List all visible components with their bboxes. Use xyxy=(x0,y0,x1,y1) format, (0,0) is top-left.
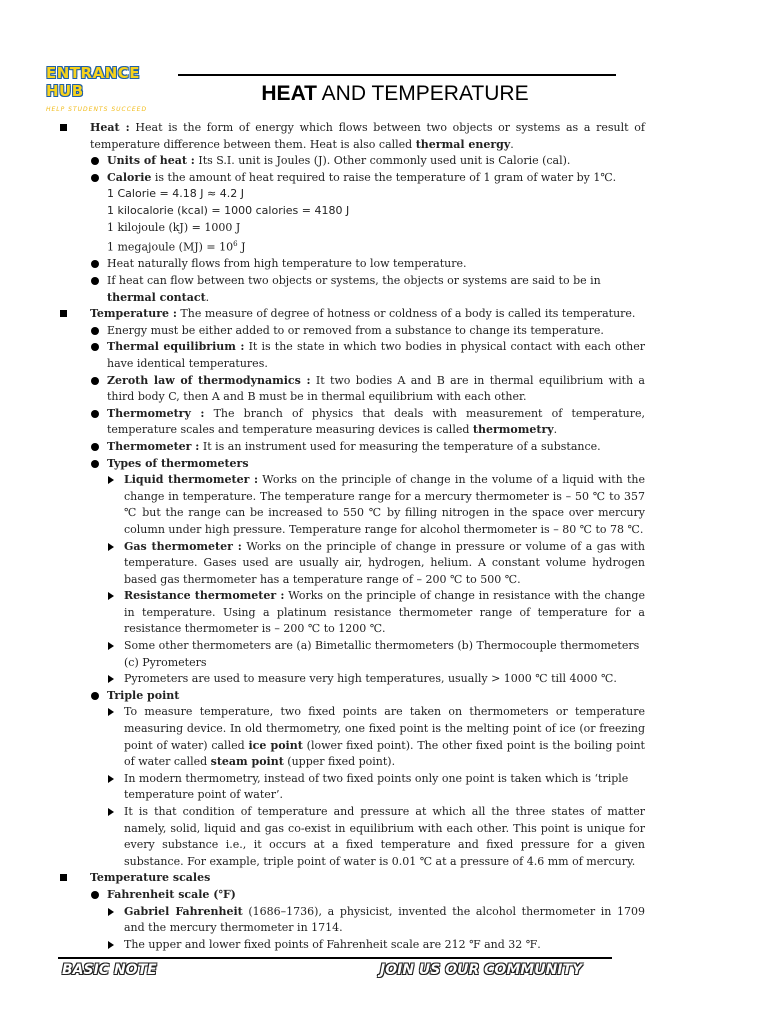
liquid-term: Liquid thermometer : xyxy=(124,473,259,487)
equation-line: 1 Calorie = 4.18 J ≈ 4.2 J xyxy=(107,187,244,201)
heat-definition: Heat is the form of energy which flows between two objects or systems as a result of temperature difference between them. Heat is also called xyxy=(90,121,645,151)
ice-point-strong: ice point xyxy=(248,738,303,752)
gas-term: Gas thermometer : xyxy=(124,539,242,553)
brand-logo xyxy=(46,64,176,113)
scales-heading: Temperature scales xyxy=(90,871,211,885)
flow-text: Heat naturally flows from high temperature to low temperature. xyxy=(107,257,467,271)
round-bullet-icon xyxy=(91,277,99,285)
logo-tagline: HELP STUDENTS SUCCEED xyxy=(46,106,148,113)
triple1-text-b: (lower fixed point). The other fixed point is the boiling point of water called xyxy=(124,738,645,769)
equation-line: 1 kilojoule (kJ) = 1000 J xyxy=(107,220,241,234)
sub-list-item xyxy=(60,804,645,870)
equilibrium-term: Thermal equilibrium : xyxy=(107,340,245,354)
triangle-bullet-icon xyxy=(108,808,114,816)
pyrometers-text: Pyrometers are used to measure very high temperatures, usually > 1000 ℃ till 4000 ℃. xyxy=(124,672,617,686)
zeroth-term: Zeroth law of thermodynamics : xyxy=(107,373,311,387)
list-item xyxy=(60,153,645,170)
eq4-end: J xyxy=(237,240,246,254)
sub-list-item xyxy=(60,704,645,770)
liquid-text: Works on the principle of change in the volume of a liquid with the change in temperature. The temperature range for a mercury thermometer is – 50 ℃ to 357 ℃ but the range can be increased to 550 ℃ by filling nitrogen in the space over mercury column under high pressure. Temperature range for alcohol thermometer is – 80 ℃ to 78 ℃. xyxy=(124,473,645,536)
triangle-bullet-icon xyxy=(108,708,114,716)
round-bullet-icon xyxy=(91,174,99,182)
list-item xyxy=(60,339,645,372)
units-text: Its S.I. unit is Joules (J). Other commonly used unit is Calorie (cal). xyxy=(194,154,571,168)
sub-list-item xyxy=(60,472,645,538)
sub-list-item xyxy=(60,771,645,804)
triangle-bullet-icon xyxy=(108,543,114,551)
sub-list-item xyxy=(60,638,645,671)
document-body xyxy=(60,120,645,953)
round-bullet-icon xyxy=(91,460,99,468)
triangle-bullet-icon xyxy=(108,675,114,683)
list-item xyxy=(60,688,645,705)
heat-end: . xyxy=(510,137,514,151)
sub-list-item xyxy=(60,937,645,954)
footer-rule xyxy=(58,957,612,959)
triple2-text: In modern thermometry, instead of two fixed points only one point is taken which is ‘triple temperature point of water’. xyxy=(124,771,629,802)
square-bullet-icon xyxy=(60,874,67,881)
triangle-bullet-icon xyxy=(108,592,114,600)
resistance-term: Resistance thermometer : xyxy=(124,589,285,603)
round-bullet-icon xyxy=(91,377,99,385)
list-item xyxy=(60,273,645,306)
equation-line: 1 kilocalorie (kcal) = 1000 calories = 4180 J xyxy=(107,203,350,217)
heat-strong: thermal energy xyxy=(415,137,511,151)
equation-line xyxy=(60,236,645,256)
gabriel-text: (1686–1736), a physicist, invented the alcohol thermometer in 1709 and the mercury thermometer in 1714. xyxy=(124,904,645,935)
sub-list-item xyxy=(60,588,645,638)
page-title xyxy=(160,82,630,106)
zeroth-text: It two bodies A and B are in thermal equilibrium with a third body C, then A and B must be in thermal equilibrium with each other. xyxy=(107,373,645,404)
sub-list-item xyxy=(60,539,645,589)
list-item xyxy=(60,170,645,187)
triple3-text: It is that condition of temperature and pressure at which all the three states of matter namely, solid, liquid and gas co-exist in equilibrium with each other. This point is unique for every substance i.e., it occurs at a fixed temperature and fixed pressure for a given substance. For example, triple point of water is 0.01 ℃ at a pressure of 4.6 mm of mercury. xyxy=(124,805,645,868)
eq4-sup: 6 xyxy=(233,240,238,249)
units-term: Units of heat : xyxy=(107,154,195,168)
list-item xyxy=(60,406,645,439)
footer-basic-note: BASIC NOTE xyxy=(62,962,157,978)
triple-heading: Triple point xyxy=(107,688,180,702)
thermometry-end: . xyxy=(553,423,558,437)
list-item xyxy=(60,887,645,904)
round-bullet-icon xyxy=(91,410,99,418)
round-bullet-icon xyxy=(91,692,99,700)
round-bullet-icon xyxy=(91,157,99,165)
calorie-text: is the amount of heat required to raise the temperature of 1 gram of water by 1℃. xyxy=(151,170,617,184)
steam-point-strong: steam point xyxy=(210,755,284,769)
page-title-bold: HEAT xyxy=(261,82,317,105)
section-scales xyxy=(60,870,645,887)
list-item xyxy=(60,323,645,340)
round-bullet-icon xyxy=(91,343,99,351)
energy-text: Energy must be either added to or removed from a substance to change its temperature. xyxy=(107,323,604,337)
square-bullet-icon xyxy=(60,310,67,317)
list-item xyxy=(60,439,645,456)
round-bullet-icon xyxy=(91,443,99,451)
triangle-bullet-icon xyxy=(108,642,114,650)
gabriel-term: Gabriel Fahrenheit xyxy=(124,904,243,918)
types-heading: Types of thermometers xyxy=(107,456,249,470)
thermometer-term: Thermometer : xyxy=(107,439,200,453)
triple1-text-c: (upper fixed point). xyxy=(283,755,396,769)
triangle-bullet-icon xyxy=(108,775,114,783)
list-item xyxy=(60,256,645,273)
contact-strong: thermal contact xyxy=(107,290,206,304)
equilibrium-text: It is the state in which two bodies in physical contact with each other have identical temperatures. xyxy=(107,340,645,370)
other-thermometers: Some other thermometers are (a) Bimetallic thermometers (b) Thermocouple thermometers (c) Pyrometers xyxy=(124,639,640,669)
calorie-term: Calorie xyxy=(107,170,152,184)
page-title-rest: AND TEMPERATURE xyxy=(317,82,529,105)
list-item xyxy=(60,456,645,473)
contact-text: If heat can flow between two objects or systems, the objects or systems are said to be in xyxy=(107,274,601,287)
triangle-bullet-icon xyxy=(108,476,114,484)
list-item xyxy=(60,373,645,406)
thermometry-strong: thermometry xyxy=(472,423,554,437)
temperature-definition: The measure of degree of hotness or coldness of a body is called its temperature. xyxy=(176,307,636,321)
temperature-term: Temperature : xyxy=(90,307,177,321)
heat-term: Heat : xyxy=(90,121,130,134)
logo-text: ENTRANCE HUB xyxy=(46,64,140,100)
triangle-bullet-icon xyxy=(108,941,114,949)
eq4-main: 1 megajoule (MJ) = 10 xyxy=(107,240,234,254)
thermometry-text: The branch of physics that deals with measurement of temperature, temperature scales and temperature measuring devices is called xyxy=(107,406,645,437)
contact-end: . xyxy=(205,290,210,304)
round-bullet-icon xyxy=(91,260,99,268)
triangle-bullet-icon xyxy=(108,908,114,916)
footer-community-link[interactable]: JOIN US OUR COMMUNITY xyxy=(380,962,583,978)
round-bullet-icon xyxy=(91,891,99,899)
thermometry-term: Thermometry : xyxy=(107,406,205,420)
fahrenheit-heading: Fahrenheit scale (℉) xyxy=(107,887,236,901)
fixed-points-text: The upper and lower fixed points of Fahrenheit scale are 212 ℉ and 32 ℉. xyxy=(124,937,541,951)
sub-list-item xyxy=(60,904,645,937)
section-heat xyxy=(60,120,645,153)
round-bullet-icon xyxy=(91,327,99,335)
section-temperature xyxy=(60,306,645,323)
gas-text: Works on the principle of change in pressure or volume of a gas with temperature. Gases used are usually air, hydrogen, helium. A constant volume hydrogen based gas thermometer has a temperature range of – 200 ℃ to 500 ℃. xyxy=(124,539,645,586)
triple1-text-a: To measure temperature, two fixed points are taken on thermometers or temperature measuring device. In old thermometry, one fixed point is the melting point of ice (or freezing point of water) called xyxy=(124,705,645,752)
header-rule xyxy=(178,74,616,76)
thermometer-text: It is an instrument used for measuring the temperature of a substance. xyxy=(199,439,601,453)
square-bullet-icon xyxy=(60,124,67,131)
sub-list-item xyxy=(60,671,645,688)
resistance-text: Works on the principle of change in resistance with the change in temperature. Using a platinum resistance thermometer range of temperature for a resistance thermometer is – 200 ℃ to 1200 ℃. xyxy=(124,589,645,636)
